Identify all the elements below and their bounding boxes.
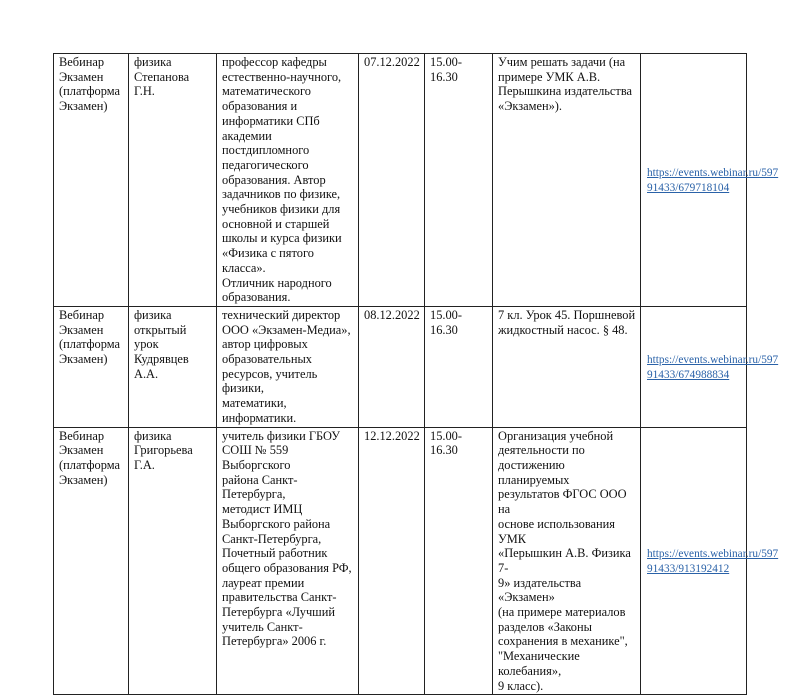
- format-cell: Вебинар Экзамен (платформа Экзамен): [54, 54, 129, 307]
- time-cell: 15.00-16.30: [425, 306, 493, 427]
- subject-cell: физика Григорьева Г.А.: [129, 427, 217, 695]
- date-cell: 12.12.2022: [359, 427, 425, 695]
- topic-cell: Учим решать задачи (на примере УМК А.В. Перышкина издательства «Экзамен»).: [493, 54, 641, 307]
- link-cell: [641, 427, 779, 695]
- topic-cell: 7 кл. Урок 45. Поршневой жидкостный насос. § 48.: [493, 306, 641, 427]
- format-cell: Вебинар Экзамен (платформа Экзамен): [54, 306, 129, 427]
- time-cell: 15.00-16.30: [425, 427, 493, 695]
- date-cell: 07.12.2022: [359, 54, 425, 307]
- subject-cell: физика Степанова Г.Н.: [129, 54, 217, 307]
- webinar-link[interactable]: https://events.webinar.ru/597 91433/913192412: [647, 547, 779, 575]
- format-cell: Вебинар Экзамен (платформа Экзамен): [54, 427, 129, 695]
- link-cell: [641, 54, 779, 307]
- speaker-cell: технический директор ООО «Экзамен-Медиа», автор цифровых образовательных ресурсов, учитель физики, математики, информатики.: [217, 306, 359, 427]
- speaker-cell: профессор кафедры естественно-научного, математического образования и информатики СПб академии постдипломного педагогического образования. Автор задачников по физике, учебников физики для основной и старшей школы и курса физики «Физика с пятого класса». Отличник народного образования.: [217, 54, 359, 307]
- link-cell: [641, 306, 779, 427]
- table-row: [54, 427, 747, 695]
- date-cell: 08.12.2022: [359, 306, 425, 427]
- webinar-link[interactable]: https://events.webinar.ru/597 91433/679718104: [647, 166, 779, 194]
- speaker-cell: учитель физики ГБОУ СОШ № 559 Выборгского района Санкт-Петербурга, методист ИМЦ Выборгского района Санкт-Петербурга, Почетный работник общего образования РФ, лауреат премии правительства Санкт- Петербурга «Лучший учитель Санкт- Петербурга» 2006 г.: [217, 427, 359, 695]
- subject-cell: физика открытый урок Кудрявцев А.А.: [129, 306, 217, 427]
- webinar-schedule-table: [53, 53, 779, 695]
- table-row: [54, 306, 747, 427]
- table-row: [54, 54, 747, 307]
- webinar-link[interactable]: https://events.webinar.ru/597 91433/674988834: [647, 353, 779, 381]
- topic-cell: Организация учебной деятельности по достижению планируемых результатов ФГОС ООО на основе использования УМК «Перышкин А.В. Физика 7- 9» издательства «Экзамен» (на примере материалов разделов «Законы сохранения в механике", "Механические колебания», 9 класс).: [493, 427, 641, 695]
- time-cell: 15.00-16.30: [425, 54, 493, 307]
